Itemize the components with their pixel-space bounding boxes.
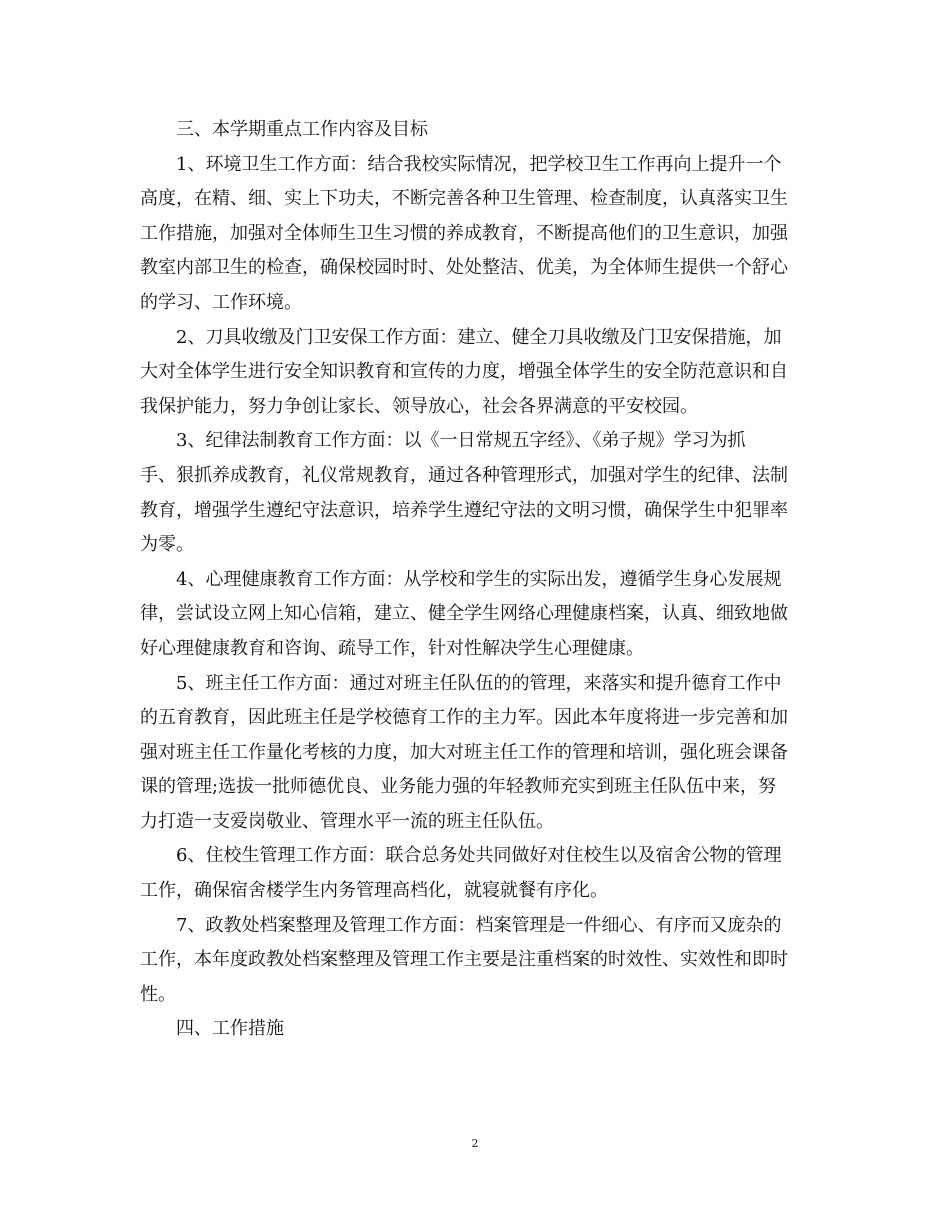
paragraph-line: 2、刀具收缴及门卫安保工作方面：建立、健全刀具收缴及门卫安保措施，加 <box>176 326 782 348</box>
paragraph-line: 教育，增强学生遵纪守法意识，培养学生遵纪守法的文明习惯，确保学生中犯罪率 <box>140 499 788 521</box>
paragraph-line: 手、狠抓养成教育，礼仪常规教育，通过各种管理形式，加强对学生的纪律、法制 <box>140 464 788 486</box>
section-heading: 三、本学期重点工作内容及目标 <box>176 119 428 140</box>
paragraph-line: 强对班主任工作量化考核的力度，加大对班主任工作的管理和培训，强化班会课备 <box>140 741 788 763</box>
paragraph-line: 课的管理;选拔一批师德优良、业务能力强的年轻教师充实到班主任队伍中来，努 <box>140 776 777 798</box>
paragraph-line: 教室内部卫生的检查，确保校园时时、处处整洁、优美，为全体师生提供一个舒心 <box>140 257 788 279</box>
paragraph-line: 高度，在精、细、实上下功夫，不断完善各种卫生管理、检查制度，认真落实卫生 <box>140 188 788 210</box>
paragraph-line: 工作，本年度政教处档案整理及管理工作主要是注重档案的时效性、实效性和即时 <box>140 949 788 971</box>
paragraph-line: 工作，确保宿舍楼学生内务管理高档化，就寝就餐有序化。 <box>140 880 608 902</box>
paragraph-line: 1、环境卫生工作方面：结合我校实际情况，把学校卫生工作再向上提升一个 <box>176 153 782 175</box>
paragraph-line: 我保护能力，努力争创让家长、领导放心，社会各界满意的平安校园。 <box>140 395 698 417</box>
paragraph-line: 力打造一支爱岗敬业、管理水平一流的班主任队伍。 <box>140 810 554 832</box>
paragraph-line: 好心理健康教育和咨询、疏导工作，针对性解决学生心理健康。 <box>140 637 644 659</box>
paragraph-line: 的学习、工作环境。 <box>140 291 302 313</box>
paragraph-line: 3、纪律法制教育工作方面：以《一日常规五字经》、《弟子规》学习为抓 <box>176 430 746 452</box>
paragraph-line: 的五育教育，因此班主任是学校德育工作的主力军。因此本年度将进一步完善和加 <box>140 707 788 729</box>
paragraph-line: 6、住校生管理工作方面：联合总务处共同做好对住校生以及宿舍公物的管理 <box>176 845 782 867</box>
paragraph-line: 4、心理健康教育工作方面：从学校和学生的实际出发，遵循学生身心发展规 <box>176 568 782 590</box>
paragraph-line: 为零。 <box>140 534 194 556</box>
section-heading: 四、工作措施 <box>176 1018 284 1040</box>
paragraph-line: 律，尝试设立网上知心信箱，建立、健全学生网络心理健康档案，认真、细致地做 <box>140 603 788 625</box>
page-number: 2 <box>471 1137 479 1150</box>
paragraph-line: 工作措施，加强对全体师生卫生习惯的养成教育，不断提高他们的卫生意识，加强 <box>140 222 788 244</box>
paragraph-line: 性。 <box>140 983 176 1005</box>
paragraph-line: 7、政教处档案整理及管理工作方面：档案管理是一件细心、有序而又庞杂的 <box>176 914 782 936</box>
paragraph-line: 大对全体学生进行安全知识教育和宣传的力度，增强全体学生的安全防范意识和自 <box>140 361 788 383</box>
document-body <box>140 113 820 1047</box>
paragraph-line: 5、班主任工作方面：通过对班主任队伍的的管理，来落实和提升德育工作中 <box>176 672 782 694</box>
